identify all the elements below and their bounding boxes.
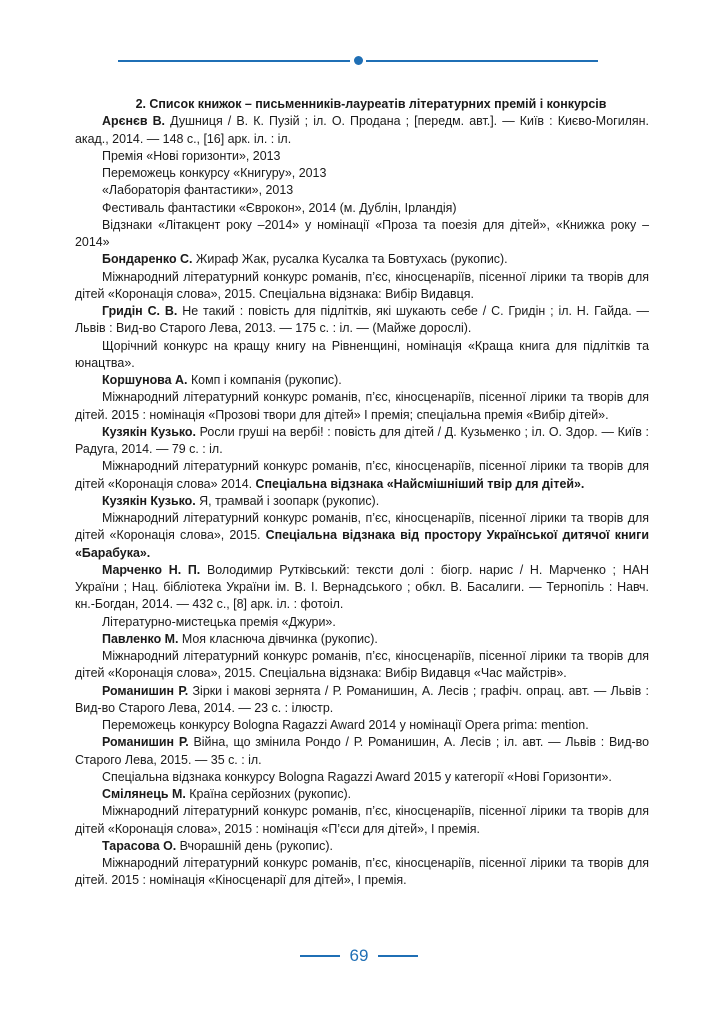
award-note-text: Міжнародний літературний конкурс романів, п’єс, кіносценаріїв, пісенної лірики та творів для дітей «Коронація слова», 2015. Спеціальна відзнака: Вибір Видавця «Час майстрів». <box>75 649 649 681</box>
bibliography-entry <box>75 683 649 718</box>
bibliography-entry <box>75 113 649 148</box>
award-note-text: Премія «Нові горизонти», 2013 <box>102 148 281 163</box>
award-note-text: Міжнародний літературний конкурс романів, п’єс, кіносценаріїв, пісенної лірики та творів для дітей. 2015 : номінація «Прозові твори для дітей» І премія; спеціальна премія «Вибір дітей». <box>75 390 649 422</box>
entry-author: Бондаренко С. <box>102 252 193 267</box>
entry-description: Не такий : повість для підлітків, які шукають себе / С. Гридін ; іл. Н. Гайда. — Львів : Вид-во Старого Лева, 2013. — 175 с. : іл. — (Майже дорослі). <box>75 304 649 336</box>
section-heading: 2. Список книжок – письменників-лауреатів літературних премій і конкурсів <box>135 97 607 111</box>
entry-author: Арєнєв В. <box>102 114 166 129</box>
award-note-text: Літературно-мистецька премія «Джури». <box>102 614 336 629</box>
award-note-text: «Лабораторія фантастики», 2013 <box>102 183 294 198</box>
top-rule-right-line <box>366 60 598 62</box>
award-note <box>75 148 649 165</box>
award-note-text: Міжнародний літературний конкурс романів, п’єс, кіносценаріїв, пісенної лірики та творів для дітей «Коронація слова», 2015. Спеціальна відзнака: Вибір Видавця. <box>75 269 649 301</box>
bibliography-entry <box>75 424 649 459</box>
award-note-text: Міжнародний літературний конкурс романів, п’єс, кіносценаріїв, пісенної лірики та творів для дітей «Коронація слова», 2015. <box>75 511 649 543</box>
award-note <box>75 855 649 890</box>
bibliography-entry <box>75 303 649 338</box>
award-note-text: Міжнародний літературний конкурс романів, п’єс, кіносценаріїв, пісенної лірики та творів для дітей «Коронація слова», 2015 : номінація «П’єси для дітей», І премія. <box>75 804 649 836</box>
award-note <box>75 200 649 217</box>
award-note <box>75 510 649 562</box>
bibliography-entry <box>75 562 649 614</box>
bibliography-entry <box>75 493 649 510</box>
bibliography-entry <box>75 251 649 268</box>
entry-author: Смілянець М. <box>102 787 186 801</box>
entry-description: Країна серйозних (рукопис). <box>185 787 352 801</box>
page-number: 69 <box>349 946 369 965</box>
entry-author: Марченко Н. П. <box>102 562 201 577</box>
award-note <box>75 803 649 838</box>
top-rule-left-line <box>118 60 350 62</box>
entry-author: Кузякін Кузько. <box>102 424 196 439</box>
entry-description: Вчорашній день (рукопис). <box>176 838 333 853</box>
award-note-highlight: Спеціальна відзнака від простору Української дитячої книги «Барабука». <box>75 528 649 560</box>
page-body <box>75 96 649 890</box>
entry-author: Гридін С. В. <box>102 304 178 318</box>
award-note-text: Щорічний конкурс на кращу книгу на Рівненщині, номінація «Краща книга для підлітків та юнацтва». <box>75 338 649 370</box>
award-note <box>75 769 649 786</box>
entry-author: Тарасова О. <box>102 838 177 853</box>
bibliography-entry <box>75 734 649 769</box>
award-note <box>75 648 649 683</box>
footer-right-line <box>378 955 418 957</box>
entry-author: Романишин Р. <box>102 735 189 750</box>
award-note <box>75 717 649 734</box>
entry-author: Коршунова А. <box>102 373 188 387</box>
award-note <box>75 338 649 373</box>
award-note <box>75 389 649 424</box>
page-footer <box>0 946 722 966</box>
award-note <box>75 269 649 304</box>
top-rule-dot <box>354 56 363 65</box>
entry-description: Комп і компанія (рукопис). <box>187 373 342 387</box>
entry-author: Павленко М. <box>102 631 179 646</box>
award-note <box>75 182 649 199</box>
award-note <box>75 217 649 252</box>
award-note-text: Спеціальна відзнака конкурсу Bologna Ragazzi Award 2015 у категорії «Нові Горизонти». <box>102 769 612 784</box>
footer-left-line <box>300 955 340 957</box>
award-note <box>75 614 649 631</box>
entry-author: Кузякін Кузько. <box>102 493 196 508</box>
award-note-text: Міжнародний літературний конкурс романів, п’єс, кіносценаріїв, пісенної лірики та творів для дітей. 2015 : номінація «Кіносценарії для дітей», І премія. <box>75 856 649 888</box>
award-note <box>75 458 649 493</box>
bibliography-entry <box>75 631 649 648</box>
bibliography-entry <box>75 838 649 855</box>
award-note-highlight: Спеціальна відзнака «Найсмішніший твір для дітей». <box>255 476 585 491</box>
award-note-text: Міжнародний літературний конкурс романів, п’єс, кіносценаріїв, пісенної лірики та творів для дітей «Коронація слова» 2014. <box>75 459 649 491</box>
award-note-text: Переможець конкурсу «Книгуру», 2013 <box>102 166 327 180</box>
award-note-text: Фестиваль фантастики «Єврокон», 2014 (м. Дублін, Ірландія) <box>102 200 457 215</box>
bibliography-entry <box>75 786 649 803</box>
entry-author: Романишин Р. <box>102 683 189 698</box>
entry-description: Я, трамвай і зоопарк (рукопис). <box>195 493 380 508</box>
top-decorative-rule <box>118 58 598 64</box>
entry-description: Душниця / В. К. Пузій ; іл. О. Продана ; [передм. авт.]. — Київ : Києво-Могилян. акад., 2014. — 148 с., [16] арк. іл. : іл. <box>75 114 649 146</box>
bibliography-entry <box>75 372 649 389</box>
entry-description: Зірки і макові зернята / Р. Романишин, А. Лесів ; графіч. опрац. авт. — Львів : Вид-во Старого Лева, 2014. — 23 с. : ілюстр. <box>75 683 649 715</box>
entry-description: Війна, що змінила Рондо / Р. Романишин, А. Лесів ; іл. авт. — Львів : Вид-во Старого Лева, 2015. — 35 с. : іл. <box>75 735 649 767</box>
award-note <box>75 165 649 182</box>
award-note-text: Відзнаки «Літакцент року –2014» у номінації «Проза та поезія для дітей», «Книжка року – 2014» <box>75 217 649 249</box>
entry-description: Володимир Рутківський: тексти долі : біогр. нарис / Н. Марченко ; НАН України ; Нац. бібліотека України ім. В. І. Вернадського ; обкл. В. Басалиги. — Тернопіль : Навч. кн.-Богдан, 2014. — 432 с., [8] арк. іл. : фотоіл. <box>75 562 649 612</box>
entry-description: Жираф Жак, русалка Кусалка та Бовтухась (рукопис). <box>192 252 508 267</box>
award-note-text: Переможець конкурсу Bologna Ragazzi Award 2014 у номінації Opera prima: mention. <box>102 718 589 732</box>
entry-description: Моя класнюча дівчинка (рукопис). <box>178 631 378 646</box>
entry-description: Росли груші на вербі! : повість для дітей / Д. Кузьменко ; іл. О. Здор. — Київ : Радуга, 2014. — 79 с. : іл. <box>75 424 649 456</box>
